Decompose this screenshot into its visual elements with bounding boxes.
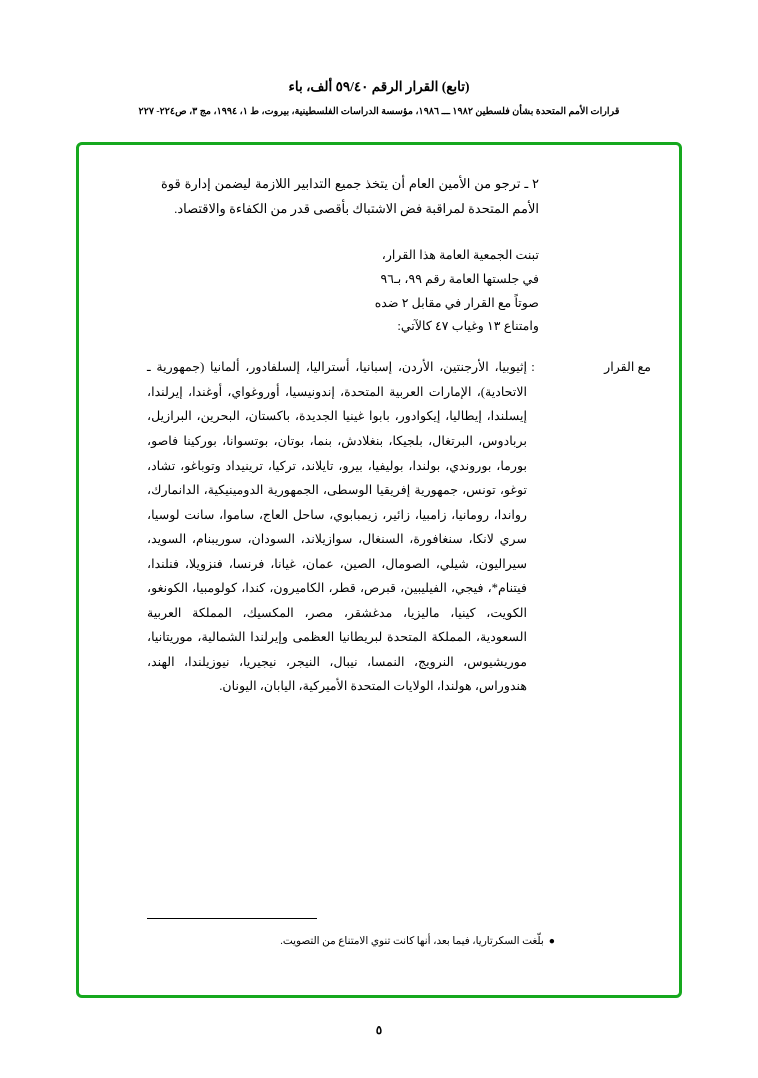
adoption-line-1: تبنت الجمعية العامة هذا القرار،	[381, 247, 539, 262]
vote-country-list: إثيوبيا، الأرجنتين، الأردن، إسبانيا، أستراليا، إلسلفادور، ألمانيا (جمهورية ـ الاتحادية)، الإمارات العربية المتحدة، إندونيسيا، أوروغواي، أوغندا، إيرلندا، إيسلندا، إيطاليا، إيكوادور، بابوا غينيا الجديدة، باكستان، البحرين، البرازيل، بربادوس، البرتغال، بلجيكا، بنغلادش، بنما، بوتان، بوتسوانا، بوركينا فاصو، بورما، بوروندي، بولندا، بوليفيا، بيرو، تايلاند، تركيا، ترينيداد وتوباغو، تشاد، توغو، تونس، جمهورية إفريقيا الوسطى، الجمهورية الدومينيكية، الدانمارك، رواندا، رومانيا، زامبيا، زائير، زيمبابوي، ساحل العاج، ساموا، سانت لوسيا، سري لانكا، سنغافورة، السنغال، سوازيلاند، السودان، سوريبنام، السويد، سيراليون، شيلي، الصومال، الصين، عمان، غيانا، فرنسا، فنزويلا، فنلندا، فيتنام*، فيجي، الفيليبين، قبرص، قطر، الكاميرون، كندا، كولومبيا، الكونغو، الكويت، كينيا، ماليزيا، مدغشقر، مصر، المكسيك، المملكة العربية السعودية، المملكة المتحدة لبريطانيا العظمى وإيرلندا الشمالية، موريتانيا، موريشيوس، النرويج، النمسا، نيبال، النيجر، نيجيريا، نيوزيلندا، الهند، هندوراس، هولندا، الولايات المتحدة الأميركية، اليابان، اليونان.	[147, 360, 527, 694]
footnote	[147, 933, 555, 951]
page-number: ٥	[375, 1023, 383, 1037]
adoption-note	[107, 244, 539, 340]
vote-in-favour-block	[107, 355, 651, 699]
vote-colon: :	[531, 360, 535, 375]
adoption-line-2: في جلستها العامة رقم ٩٩، بـ٩٦	[380, 271, 539, 286]
adoption-line-4: وامتناع ١٣ وغياب ٤٧ كالآتي:	[397, 319, 539, 334]
source-citation: قرارات الأمم المتحدة بشأن فلسطين ١٩٨٢ ـــ ١٩٨٦، مؤسسة الدراسات الفلسطينية، بيروت، ط ١، ١٩٩٤، مج ٣، ص٢٢٤- ٢٢٧	[138, 105, 620, 117]
content-frame	[76, 142, 682, 998]
page-title: (تابع) القرار الرقم ٥٩/٤٠ ألف، باء	[288, 79, 470, 94]
footnote-separator	[147, 918, 317, 919]
footnote-bullet-icon: ●	[548, 936, 555, 948]
vote-label: مع القرار	[604, 360, 651, 375]
footnote-text: بلّغت السكرتاريا، فيما بعد، أنها كانت تنوي الامتناع من التصويت.	[280, 936, 544, 948]
paragraph-1: ٢ ـ ترجو من الأمين العام أن يتخذ جميع التدابير اللازمة ليضمن إدارة قوة الأمم المتحدة لمراقبة فض الاشتباك بأقصى قدر من الكفاءة والاقتصاد.	[161, 176, 539, 217]
content-body	[107, 171, 651, 981]
document-header	[0, 78, 758, 118]
adoption-line-3: صوتاً مع القرار في مقابل ٢ ضده	[374, 295, 539, 310]
